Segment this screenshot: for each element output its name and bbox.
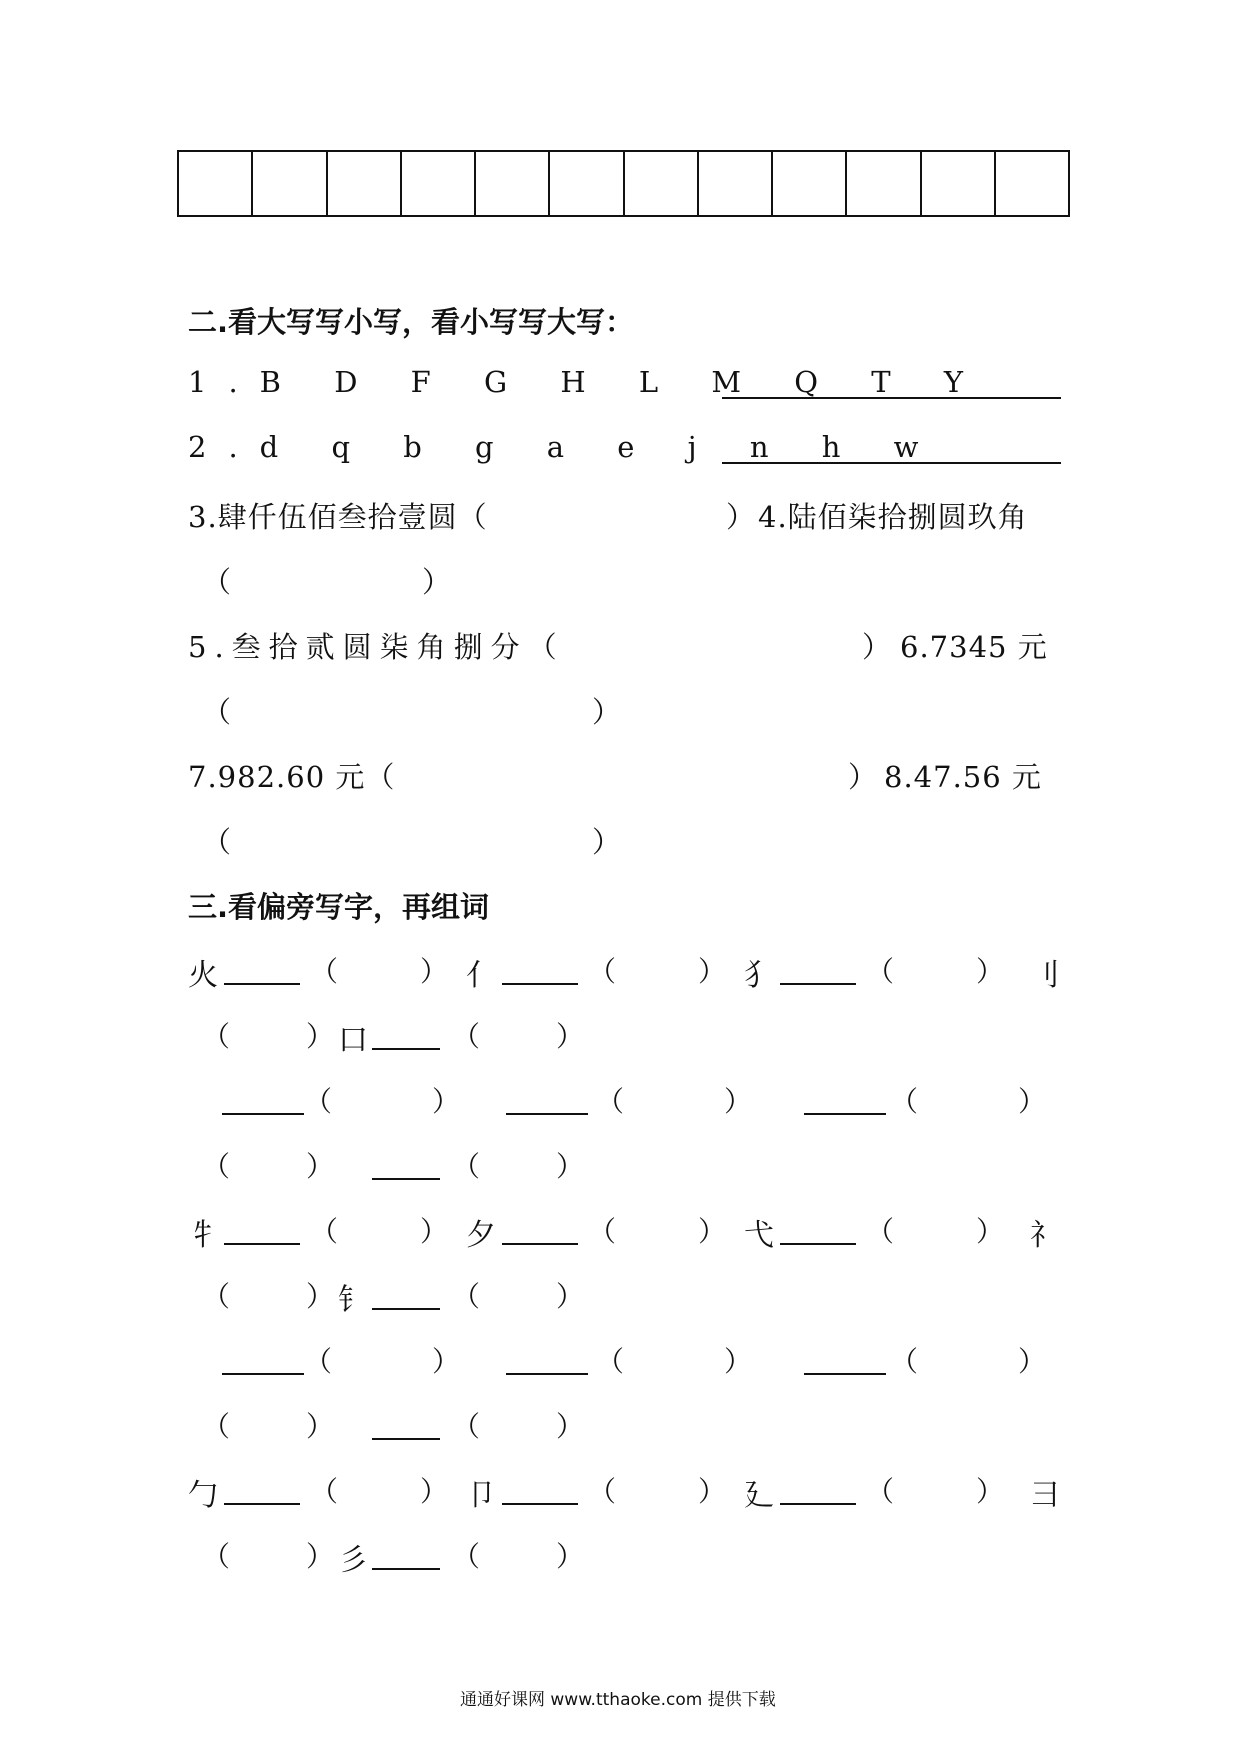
- question-4-text: 4.陆佰柒拾捌圆玖角: [758, 500, 1028, 534]
- writing-grid: [177, 150, 1070, 217]
- radical-6: 夕: [466, 1218, 496, 1253]
- character-blank[interactable]: [502, 983, 578, 985]
- paren-open: （: [304, 1345, 333, 1378]
- radical-8: 礻: [1030, 1218, 1060, 1253]
- answer-line-2[interactable]: [722, 462, 1061, 464]
- character-blank[interactable]: [506, 1113, 588, 1115]
- grid-cell[interactable]: [253, 152, 327, 215]
- paren-open: （: [202, 1540, 231, 1573]
- paren-close: ）: [698, 955, 727, 988]
- character-blank[interactable]: [222, 1113, 304, 1115]
- radical-9: 钅: [338, 1283, 368, 1318]
- paren-open: （: [202, 1410, 231, 1443]
- paren-open: （: [310, 955, 339, 988]
- paren-close: ）: [698, 1215, 727, 1248]
- paren-open: （: [588, 1215, 617, 1248]
- paren-open: （: [452, 1540, 481, 1573]
- question-3-text: 3.肆仟伍佰叁拾壹圆（: [188, 500, 488, 534]
- paren-open: （: [202, 1150, 231, 1183]
- paren-close: ）: [420, 955, 449, 988]
- paren-close: ）: [698, 1475, 727, 1508]
- character-blank[interactable]: [222, 1373, 304, 1375]
- paren-open: （: [890, 1345, 919, 1378]
- character-blank[interactable]: [372, 1438, 440, 1440]
- character-blank[interactable]: [224, 1243, 300, 1245]
- paren-open: （: [452, 1410, 481, 1443]
- section2-heading: 二.看大写写小写，看小写写大写：: [188, 305, 635, 339]
- question-1-text: 1.B D F G H L M Q T Y: [188, 365, 985, 399]
- paren-open: （: [202, 1020, 231, 1053]
- paren-close: ）: [432, 1345, 461, 1378]
- grid-cell[interactable]: [847, 152, 921, 215]
- paren-open: （: [304, 1085, 333, 1118]
- character-blank[interactable]: [372, 1048, 440, 1050]
- radical-14: 彡: [338, 1543, 368, 1578]
- paren-open: （: [866, 1215, 895, 1248]
- paren-close: ）: [432, 1085, 461, 1118]
- paren-open: （: [452, 1150, 481, 1183]
- character-blank[interactable]: [224, 1503, 300, 1505]
- paren-close: ）: [420, 1475, 449, 1508]
- radical-0: 火: [188, 958, 218, 993]
- character-blank[interactable]: [372, 1568, 440, 1570]
- grid-cell[interactable]: [996, 152, 1068, 215]
- grid-cell[interactable]: [402, 152, 476, 215]
- grid-cell[interactable]: [773, 152, 847, 215]
- paren-open: （: [866, 1475, 895, 1508]
- paren-close: ）: [556, 1020, 585, 1053]
- paren-close: ）: [306, 1150, 335, 1183]
- character-blank[interactable]: [372, 1178, 440, 1180]
- paren-close: ）: [976, 1215, 1005, 1248]
- question-5-text: 5.叁拾贰圆柒角捌分（: [188, 630, 565, 664]
- paren-open: （: [588, 1475, 617, 1508]
- character-blank[interactable]: [502, 1243, 578, 1245]
- grid-cell[interactable]: [328, 152, 402, 215]
- paren-open: （: [890, 1085, 919, 1118]
- character-blank[interactable]: [804, 1113, 886, 1115]
- paren-open: （: [310, 1475, 339, 1508]
- paren-close: ）: [976, 955, 1005, 988]
- paren-close: ）: [1018, 1085, 1047, 1118]
- paren-close: ）: [1018, 1345, 1047, 1378]
- character-blank[interactable]: [780, 983, 856, 985]
- paren-close: ）: [724, 1085, 753, 1118]
- paren-close: ）: [556, 1280, 585, 1313]
- question-8-text: 8.47.56 元: [884, 760, 1042, 794]
- paren-close: ）: [556, 1150, 585, 1183]
- radical-11: 卩: [466, 1478, 496, 1513]
- character-blank[interactable]: [780, 1503, 856, 1505]
- radical-4: 口: [338, 1023, 368, 1058]
- paren-close: ）: [420, 1215, 449, 1248]
- character-blank[interactable]: [502, 1503, 578, 1505]
- paren-open: （: [866, 955, 895, 988]
- radical-1: 亻: [466, 958, 496, 993]
- paren-close: ）: [976, 1475, 1005, 1508]
- character-blank[interactable]: [506, 1373, 588, 1375]
- question-4-open: （: [202, 565, 233, 599]
- radical-12: 廴: [744, 1478, 774, 1513]
- character-blank[interactable]: [372, 1308, 440, 1310]
- grid-cell[interactable]: [625, 152, 699, 215]
- question-3-close: ）: [726, 500, 757, 534]
- radical-5: 牜: [188, 1218, 218, 1253]
- paren-close: ）: [306, 1410, 335, 1443]
- footer-credit: 通通好课网 www.tthaoke.com 提供下载: [460, 1690, 776, 1710]
- radical-10: 勹: [188, 1478, 218, 1513]
- question-2-text: 2.d q b g a e j n h w: [188, 430, 941, 464]
- paren-close: ）: [556, 1410, 585, 1443]
- grid-cell[interactable]: [179, 152, 253, 215]
- paren-close: ）: [306, 1280, 335, 1313]
- section3-heading: 三.看偏旁写字，再组词: [188, 890, 490, 924]
- paren-close: ）: [306, 1020, 335, 1053]
- grid-cell[interactable]: [922, 152, 996, 215]
- radical-13: 彐: [1030, 1478, 1060, 1513]
- question-6-close: ）: [592, 695, 623, 729]
- question-7-close: ）: [848, 760, 879, 794]
- paren-open: （: [202, 1280, 231, 1313]
- question-7-text: 7.982.60 元（: [188, 760, 396, 794]
- character-blank[interactable]: [224, 983, 300, 985]
- paren-open: （: [596, 1345, 625, 1378]
- paren-open: （: [588, 955, 617, 988]
- radical-7: 弋: [744, 1218, 774, 1253]
- answer-line-1[interactable]: [722, 397, 1061, 399]
- grid-cell[interactable]: [699, 152, 773, 215]
- character-blank[interactable]: [804, 1373, 886, 1375]
- paren-open: （: [310, 1215, 339, 1248]
- question-6-text: 6.7345 元: [900, 630, 1048, 664]
- paren-close: ）: [556, 1540, 585, 1573]
- question-8-close: ）: [592, 825, 623, 859]
- radical-2: 犭: [744, 958, 774, 993]
- grid-cell[interactable]: [550, 152, 624, 215]
- radical-3: 刂: [1030, 958, 1060, 993]
- grid-cell[interactable]: [476, 152, 550, 215]
- question-5-close: ）: [862, 630, 893, 664]
- paren-open: （: [452, 1020, 481, 1053]
- paren-open: （: [596, 1085, 625, 1118]
- question-8-open: （: [202, 825, 233, 859]
- paren-close: ）: [724, 1345, 753, 1378]
- character-blank[interactable]: [780, 1243, 856, 1245]
- paren-close: ）: [306, 1540, 335, 1573]
- question-6-open: （: [202, 695, 233, 729]
- paren-open: （: [452, 1280, 481, 1313]
- question-4-close: ）: [422, 565, 453, 599]
